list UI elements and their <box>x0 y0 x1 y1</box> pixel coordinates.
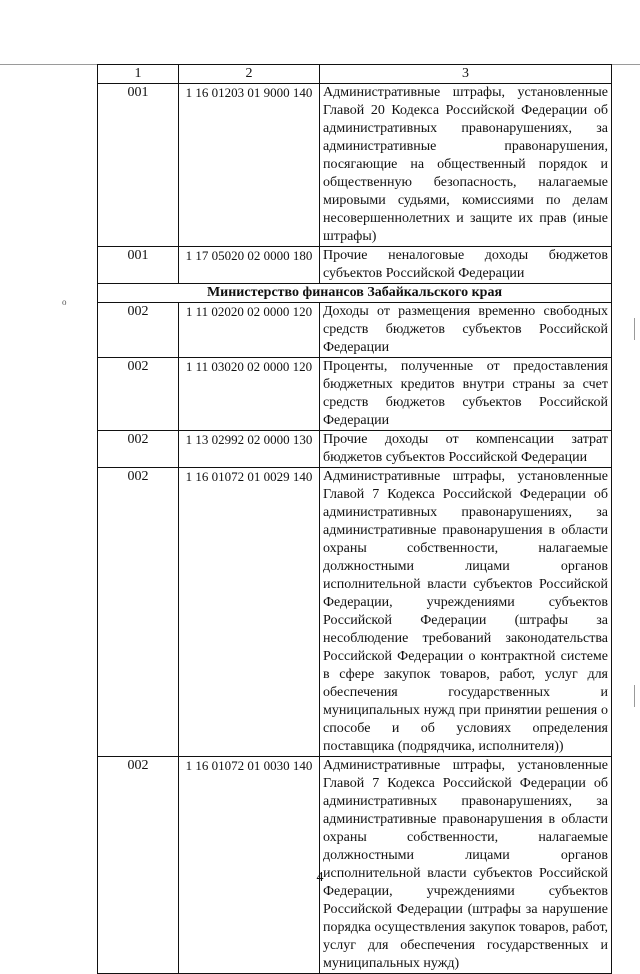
revenue-description-cell: Административные штрафы, установленные Главой 20 Кодекса Российской Федерации об административных правонарушениях, за административные правонарушения, посягающие на общественный порядок и общественную безопасность, налагаемые мировыми судьями, комиссиями по делам несовершеннолетних и защите их прав (иные штрафы) <box>320 84 612 247</box>
admin-code-cell: 001 <box>98 247 179 284</box>
table-row <box>98 468 612 757</box>
page-number: 4 <box>316 870 324 885</box>
admin-code-cell: 001 <box>98 84 179 247</box>
table-row <box>98 303 612 358</box>
revenue-description-cell: Проценты, полученные от предоставления бюджетных кредитов внутри страны за счет средств бюджетов субъектов Российской Федерации <box>320 358 612 431</box>
table-row <box>98 358 612 431</box>
budget-class-code-cell: 1 17 05020 02 0000 180 <box>179 247 320 284</box>
admin-code-cell: 002 <box>98 757 179 974</box>
table-row <box>98 84 612 247</box>
column-header: 2 <box>179 65 320 84</box>
table-row <box>98 247 612 284</box>
budget-class-code-cell: 1 16 01072 01 0029 140 <box>179 468 320 757</box>
budget-class-code-cell: 1 16 01203 01 9000 140 <box>179 84 320 247</box>
scan-artifact-line <box>634 685 635 707</box>
admin-code-cell: 002 <box>98 468 179 757</box>
revenue-description-cell: Административные штрафы, установленные Главой 7 Кодекса Российской Федерации об административных правонарушениях, за административные правонарушения в области охраны собственности, налагаемые должностными лицами органов исполнительной власти субъектов Российской Федерации, учреждениями субъектов Российской Федерации (штрафы за несоблюдение требований законодательства Российской Федерации о контрактной системе в сфере закупок товаров, работ, услуг для обеспечения государственных и муниципальных нужд при принятии решения о способе и об условиях определения поставщика (подрядчика, исполнителя)) <box>320 468 612 757</box>
table-header-row <box>98 65 612 84</box>
budget-class-code-cell: 1 13 02992 02 0000 130 <box>179 431 320 468</box>
admin-code-cell: 002 <box>98 358 179 431</box>
table-row <box>98 757 612 974</box>
budget-class-code-cell: 1 16 01072 01 0030 140 <box>179 757 320 974</box>
admin-code-cell: 002 <box>98 431 179 468</box>
budget-class-code-cell: 1 11 02020 02 0000 120 <box>179 303 320 358</box>
table-row <box>98 431 612 468</box>
column-header: 1 <box>98 65 179 84</box>
section-title: Министерство финансов Забайкальского края <box>98 284 612 303</box>
revenue-description-cell: Доходы от размещения временно свободных средств бюджетов субъектов Российской Федерации <box>320 303 612 358</box>
revenue-description-cell: Административные штрафы, установленные Главой 7 Кодекса Российской Федерации об административных правонарушениях, за административные правонарушения в области охраны собственности, налагаемые должностными лицами органов исполнительной власти субъектов Российской Федерации, учреждениями субъектов Российской Федерации (штрафы за нарушение порядка осуществления закупок товаров, работ, услуг для обеспечения государственных и муниципальных нужд) <box>320 757 612 974</box>
section-header-row <box>98 284 612 303</box>
revenue-description-cell: Прочие неналоговые доходы бюджетов субъектов Российской Федерации <box>320 247 612 284</box>
budget-class-code-cell: 1 11 03020 02 0000 120 <box>179 358 320 431</box>
column-header: 3 <box>320 65 612 84</box>
revenue-description-cell: Прочие доходы от компенсации затрат бюджетов субъектов Российской Федерации <box>320 431 612 468</box>
admin-code-cell: 002 <box>98 303 179 358</box>
scan-artifact-mark: o <box>62 297 67 307</box>
revenue-codes-table <box>97 64 612 974</box>
scan-artifact-line <box>634 318 635 340</box>
